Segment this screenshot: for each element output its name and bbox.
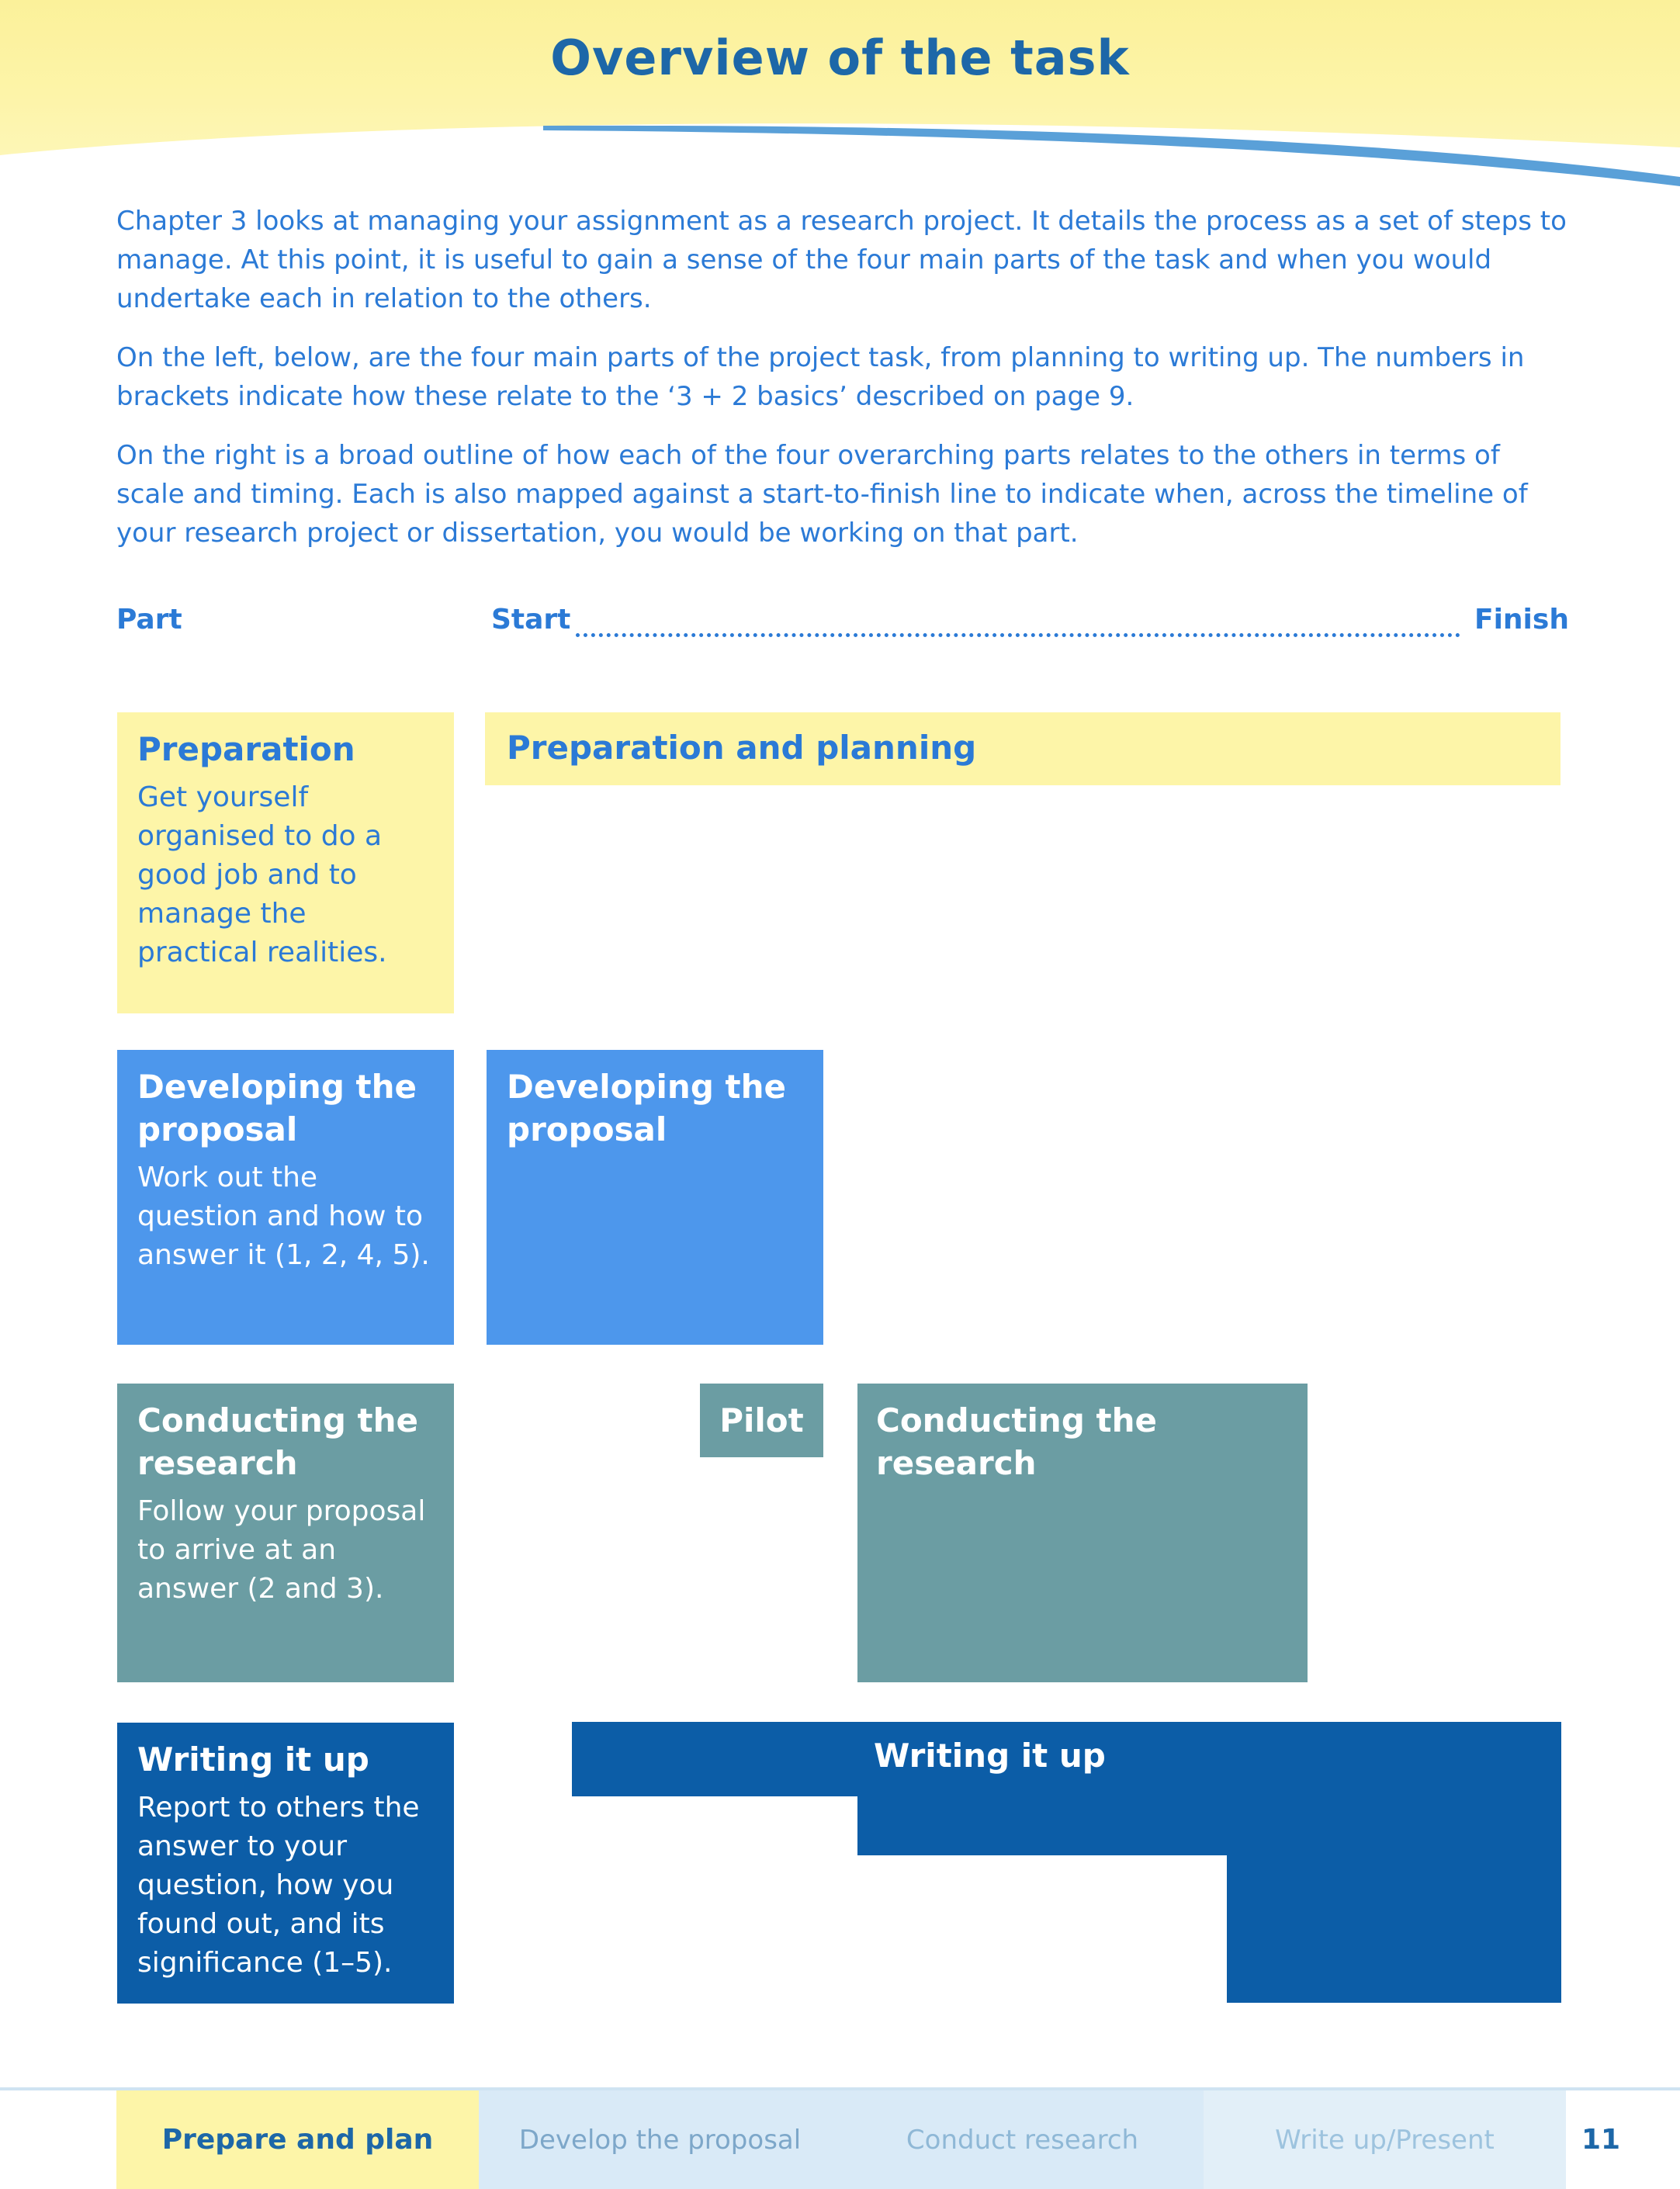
timeline-bar-preparation [485, 712, 1560, 785]
timeline-dotted-line [576, 633, 1460, 637]
part-title: Conducting the research [137, 1401, 418, 1482]
intro-paragraph-1: Chapter 3 looks at managing your assignment as a research project. It details the process as a set of steps to manage. At this point, it is useful to gain a sense of the four main parts of the task and when you would undertake each in relation to the others. [116, 206, 1567, 314]
start-label: Start [491, 604, 571, 636]
part-title: Writing it up [137, 1740, 369, 1779]
part-title: Developing the proposal [137, 1068, 417, 1148]
part-box-writing [117, 1723, 454, 2004]
part-column-heading: Part [116, 604, 182, 636]
finish-label: Finish [1474, 604, 1569, 636]
bar-label: Developing the proposal [507, 1068, 786, 1148]
intro-paragraph-3: On the right is a broad outline of how each of the four overarching parts relates to the others in terms of scale and timing. Each is also mapped against a start-to-finish line to indicate when, across the timeline of your research project or dissertation, you would be working on that part. [116, 440, 1528, 549]
page-title: Overview of the task [550, 29, 1130, 86]
header-swoosh [0, 109, 1680, 194]
page-number: 11 [1581, 2124, 1621, 2156]
part-title: Preparation [137, 730, 355, 768]
timeline-bar-pilot [700, 1384, 823, 1457]
bar-label: Conducting the research [876, 1401, 1157, 1482]
bar-label: Preparation and planning [507, 729, 977, 767]
part-box-conducting [117, 1384, 454, 1682]
timeline-bar-conducting [857, 1384, 1308, 1682]
footer-tab-write[interactable]: Write up/Present [1204, 2090, 1566, 2189]
intro-paragraph-2: On the left, below, are the four main parts of the project task, from planning to writing up. The numbers in brackets indicate how these relate to the ‘3 + 2 basics’ described on page 9. [116, 342, 1525, 412]
bar-label-writing: Writing it up [874, 1737, 1106, 1775]
part-box-developing [117, 1050, 454, 1345]
part-description: Get yourself organised to do a good job and to manage the practical realities. [137, 781, 387, 968]
part-description: Follow your proposal to arrive at an answer (2 and 3). [137, 1495, 426, 1605]
part-description: Work out the question and how to answer it (1, 2, 4, 5). [137, 1162, 430, 1271]
timeline-bar-developing [487, 1050, 823, 1345]
footer-nav [0, 2087, 1680, 2189]
intro-text [116, 202, 1567, 573]
footer-tab-develop[interactable]: Develop the proposal [479, 2090, 841, 2189]
part-description: Report to others the answer to your question, how you found out, and its significance (1–5). [137, 1792, 420, 1979]
part-box-preparation [117, 712, 454, 1013]
bar-label: Pilot [719, 1401, 804, 1439]
footer-tab-conduct[interactable]: Conduct research [841, 2090, 1204, 2189]
footer-tab-prepare[interactable]: Prepare and plan [116, 2090, 479, 2189]
